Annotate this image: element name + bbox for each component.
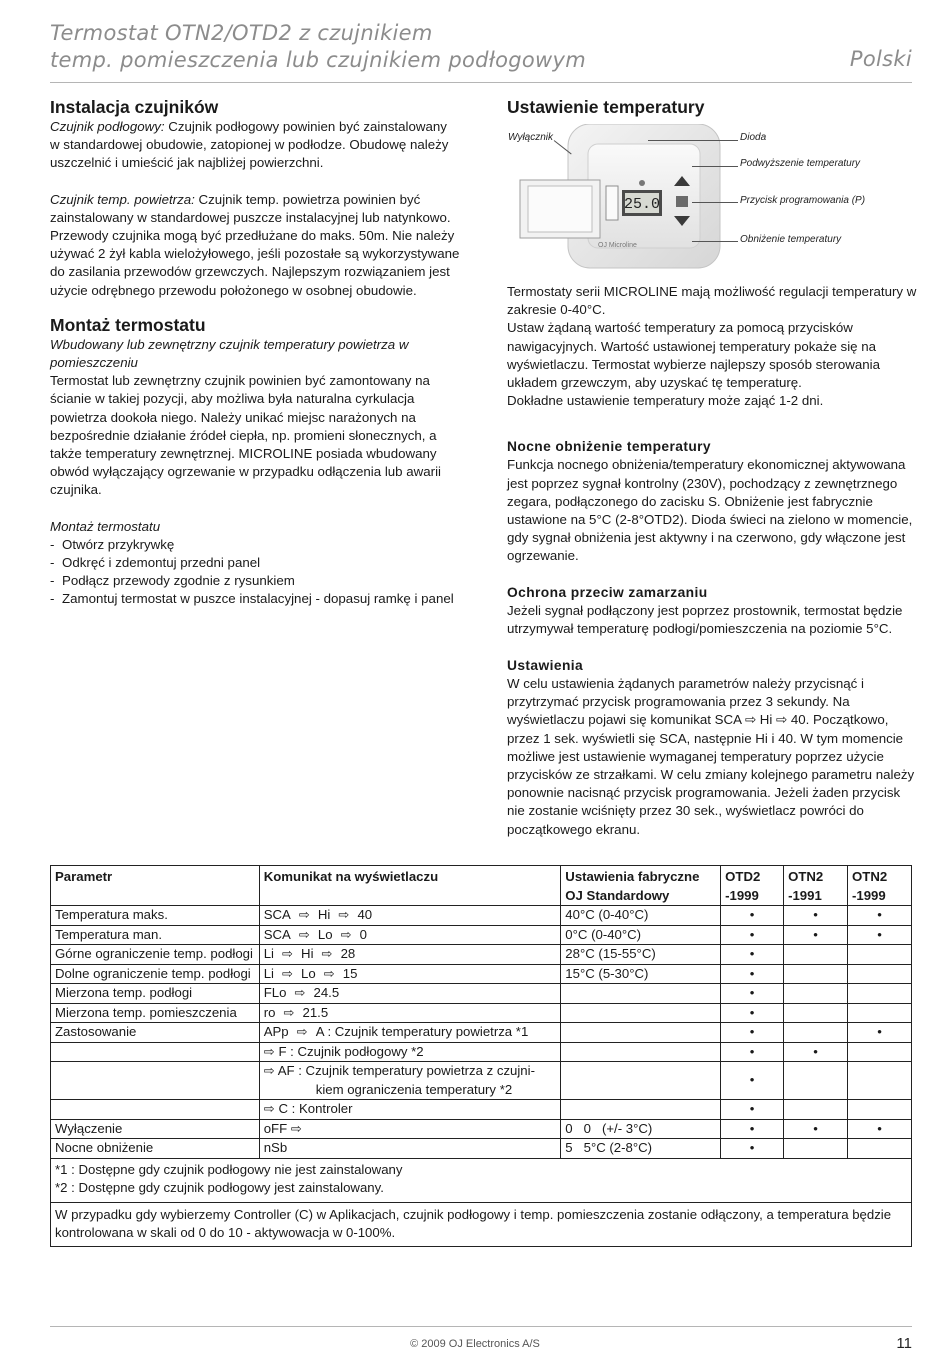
table-row: Temperatura man. SCA ⇨ Lo ⇨ 0 0°C (0-40°C) • • • xyxy=(51,925,912,945)
table-row: Zastosowanie APp ⇨ A : Czujnik temperatury powietrza *1 • • xyxy=(51,1023,912,1043)
settings-text: W celu ustawienia żądanych parametrów należy przycisnąć i przytrzymać przycisk programowania przez 3 sekundy. Na wyświetlaczu pojawi się komunikat SCA ⇨ Hi ⇨ 40. Początkowo, przez 1 sek. wyświetli się SCA, następnie Hi i 40. W tym momencie możliwe jest ustawienie wymaganej temperatury poprzez użycie przycisków ze strzałkami. W celu zmiany kolejnego parametru należy ponownie nacisnąć przycisk programowania. Jeżeli żaden przycisk nie zostanie wciśnięty przez 30 sek., wyświetlacz powróci do początkowego ekranu. xyxy=(507,676,915,837)
footnote-2: *2 : Dostępne gdy czujnik podłogowy jest zainstalowany. xyxy=(55,1180,384,1195)
label-diode: Dioda xyxy=(740,132,767,143)
table-row: ⇨ F : Czujnik podłogowy *2 • • xyxy=(51,1042,912,1062)
temperature-heading: Ustawienie temperatury xyxy=(507,97,705,117)
thermostat-figure xyxy=(508,124,918,272)
settings-heading: Ustawienia xyxy=(507,658,584,674)
frost-heading: Ochrona przeciw zamarzaniu xyxy=(507,584,708,600)
list-item: - Zamontuj termostat w puszce instalacyjnej - dopasuj ramkę i panel xyxy=(50,591,454,607)
table-row: ⇨ C : Kontroler • xyxy=(51,1100,912,1120)
arrow-icon: ⇨ xyxy=(283,1004,295,1020)
temp-text-1: Termostaty serii MICROLINE mają możliwość regulacji temperatury w zakresie 0-40°C. xyxy=(507,284,917,318)
label-increase: Podwyższenie temperatury xyxy=(740,158,861,169)
arrow-icon: ⇨ xyxy=(298,907,310,922)
col-header-param: Parametr xyxy=(51,866,260,906)
list-item: - Odkręć i zdemontuj przedni panel xyxy=(50,555,261,571)
copyright: © 2009 OJ Electronics A/S xyxy=(410,1338,540,1350)
right-column xyxy=(507,283,917,839)
page-number: 11 xyxy=(896,1335,912,1352)
table-notes-row xyxy=(51,1202,912,1246)
controller-note: W przypadku gdy wybierzemy Controller (C) w Aplikacjach, czujnik podłogowy i temp. pomieszczenia zostanie odłączony, a temperatura będzie kontrolowana w skali od 0 do 10 - aktywowacja w 0-100%. xyxy=(51,1202,912,1246)
arrow-icon: ⇨ xyxy=(294,985,306,1000)
arrow-icon: ⇨ xyxy=(340,926,352,942)
arrow-icon: ⇨ xyxy=(323,965,335,981)
label-program-button: Przycisk programowania (P) xyxy=(740,195,866,206)
arrow-icon: ⇨ xyxy=(263,1043,275,1059)
left-column xyxy=(50,96,460,609)
arrow-icon: ⇨ xyxy=(290,1120,302,1136)
arrow-icon: ⇨ xyxy=(281,946,294,961)
air-sensor-text: Czujnik temp. powietrza powinien być zainstalowany w standardowej puszcze instalacyjnej lub natynkowo. Przewody czujnika mogą być przedłużane do maks. 50m. Nie należy używać 2 żył kabla wielożyłowego, jeśli pozostałe są wykorzystywane do zasilania przewodów grzewczych. Najlepszym rozwiązaniem jest użycie odrębnego przewodu położonego w osobnej obudowie. xyxy=(50,191,460,298)
floor-sensor-paragraph xyxy=(50,118,460,173)
document-title xyxy=(50,20,586,74)
label-decrease: Obniżenie temperatury xyxy=(740,234,842,245)
header-divider xyxy=(50,82,912,83)
table-row: Temperatura maks. SCA ⇨ Hi ⇨ 40 40°C (0-40°C) • • • xyxy=(51,906,912,926)
temp-text-2: Ustaw żądaną wartość temperatury za pomocą przycisków nawigacyjnych. Wartość ustawionej temperatury pokaże się na wyświetlaczu. Termostat wybierze najlepszy sposób sterowania układem grzewczym, aby uzyskać tę temperaturę. xyxy=(507,320,880,391)
floor-sensor-text: Czujnik podłogowy powinien być zainstalowany w standardowej obudowie, zatopionej w podłodze. Obudowę należy uszczelnić i umieścić jak najbliżej powierzchni. xyxy=(50,119,449,171)
table-row: Górne ograniczenie temp. podłogi Li ⇨ Hi ⇨ 28 28°C (15-55°C) • xyxy=(51,945,912,965)
table-row: ⇨ AF : Czujnik temperatury powietrza z czujni- kiem ograniczenia temperatury *2 • xyxy=(51,1062,912,1100)
brand-label: OJ Microline xyxy=(598,242,637,249)
arrow-icon: ⇨ xyxy=(321,946,333,961)
col-header-message: Komunikat na wyświetlaczu xyxy=(259,866,561,906)
label-switch: Wyłącznik xyxy=(508,132,554,143)
display-readout: 25.0 xyxy=(623,196,661,213)
arrow-icon: ⇨ xyxy=(298,926,310,942)
floor-sensor-label: Czujnik podłogowy: xyxy=(50,119,165,134)
language-label: Polski xyxy=(849,47,912,71)
list-item: - Otwórz przykrywkę xyxy=(50,536,175,552)
mount-subtitle: Wbudowany lub zewnętrzny czujnik temperatury powietrza w pomieszczeniu xyxy=(50,336,409,371)
col-header-otn2-1991: OTN2 -1991 xyxy=(784,866,848,906)
temp-text-3: Dokładne ustawienie temperatury może zająć 1-2 dni. xyxy=(507,393,824,409)
mount-text: Termostat lub zewnętrzny czujnik powinien być zamontowany na ścianie w takiej pozycji, aby możliwa była naturalna cyrkulacja powietrza dookoła niego. Należy unikać miejsc narażonych na bezpośrednie działanie źródeł ciepła, np. promieni słonecznych, a także temperatury zewnętrznej. MICROLINE posiada wbudowany obwód wyłączający ogrzewanie w przypadku odłączenia lub awarii czujnika. xyxy=(50,373,441,498)
table-notes-row xyxy=(51,1158,912,1202)
steps-title: Montaż termostatu xyxy=(50,518,161,534)
parameter-table xyxy=(50,865,912,1247)
table-header-row xyxy=(51,866,912,906)
footer-divider xyxy=(50,1326,912,1327)
mount-heading: Montaż termostatu xyxy=(50,314,206,335)
arrow-icon: ⇨ xyxy=(263,1063,275,1078)
air-sensor-label: Czujnik temp. powietrza: xyxy=(50,191,195,207)
footnote-1: *1 : Dostępne gdy czujnik podłogowy nie jest zainstalowany xyxy=(55,1161,403,1177)
night-text: Funkcja nocnego obniżenia/temperatury ekonomicznej aktywowana jest poprzez sygnał kontrolny (230V), pochodzący z zewnętrznego zegara, podłączonego do zacisku S. Obniżenie jest fabrycznie ustawione na 5°C (2-8°OTD2). Dioda świeci na zielono w momencie, gdy sygnał obniżenia jest aktywny i na czerwono, gdy włączone jest ogrzewanie. xyxy=(507,457,913,564)
title-line-1: Termostat OTN2/OTD2 z czujnikiem xyxy=(50,21,433,45)
table-row: Nocne obniżenie nSb 5 5°C (2-8°C) • xyxy=(51,1139,912,1159)
col-header-otn2-1999: OTN2 -1999 xyxy=(848,866,912,906)
col-header-otd2: OTD2 -1999 xyxy=(721,866,784,906)
table-row: Mierzona temp. podłogi FLo ⇨ 24.5 • xyxy=(51,984,912,1004)
frost-text: Jeżeli sygnał podłączony jest poprzez prostownik, termostat będzie utrzymywał temperaturę podłogi/pomieszczenia na poziomie 5°C. xyxy=(507,602,903,636)
col-header-factory: Ustawienia fabryczne OJ Standardowy xyxy=(561,866,721,906)
table-row: Mierzona temp. pomieszczenia ro ⇨ 21.5 • xyxy=(51,1003,912,1023)
table-row: Dolne ograniczenie temp. podłogi Li ⇨ Lo ⇨ 15 15°C (5-30°C) • xyxy=(51,964,912,984)
arrow-icon: ⇨ xyxy=(263,1101,275,1116)
sensors-heading: Instalacja czujników xyxy=(50,97,219,117)
table-row: Wyłączenie oFF ⇨ 0 0 (+/- 3°C) • • • xyxy=(51,1119,912,1139)
night-heading: Nocne obniżenie temperatury xyxy=(507,439,711,455)
title-line-2: temp. pomieszczenia lub czujnikiem podłogowym xyxy=(50,48,586,72)
list-item: - Podłącz przewody zgodnie z rysunkiem xyxy=(50,573,295,589)
arrow-icon: ⇨ xyxy=(338,907,350,922)
arrow-icon: ⇨ xyxy=(296,1024,308,1039)
arrow-icon: ⇨ xyxy=(281,965,294,981)
air-sensor-paragraph xyxy=(50,191,460,300)
